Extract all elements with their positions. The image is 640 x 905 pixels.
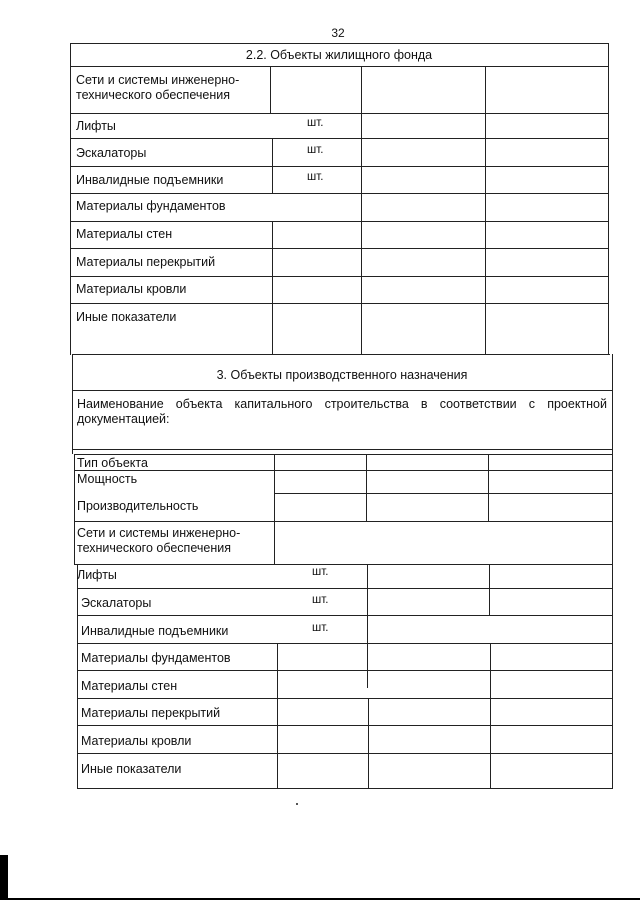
row-separator: [70, 138, 609, 139]
column-separator: [485, 66, 486, 354]
column-separator: [272, 138, 273, 193]
table-border-right: [608, 43, 609, 355]
row-label: Материалы фундаментов: [81, 651, 231, 665]
row-separator: [70, 193, 609, 194]
unit-label: шт.: [307, 171, 324, 183]
row-separator: [74, 470, 612, 471]
column-separator: [489, 564, 490, 615]
row-separator: [77, 698, 612, 699]
section-2-2-bottom-border: [72, 354, 610, 355]
row-separator: [77, 588, 612, 589]
scan-speck: [296, 803, 298, 805]
column-separator: [367, 564, 368, 688]
section-3-title: 3. Объекты производственного назначения: [216, 368, 468, 382]
row-label: Сети и системы инженерно-технического обеспечения: [76, 73, 240, 102]
scan-edge-line: [8, 898, 640, 900]
column-separator: [490, 643, 491, 788]
row-separator: [74, 454, 612, 455]
row-label: Производительность: [77, 499, 199, 513]
column-separator: [270, 66, 271, 113]
row-label: Материалы перекрытий: [81, 706, 221, 720]
row-label: Тип объекта: [77, 456, 148, 470]
row-label: Сети и системы инженерно-технического обеспечения: [77, 526, 241, 555]
row-separator: [70, 66, 609, 67]
row-label: Инвалидные подъемники: [81, 624, 229, 638]
row-label: Мощность: [77, 472, 138, 486]
column-separator: [368, 698, 369, 788]
column-separator: [277, 643, 278, 788]
unit-label: шт.: [312, 622, 329, 634]
column-separator: [366, 454, 367, 521]
object-name-label: Наименование объекта капитального строительства в соответствии с проектной документацией:: [77, 397, 607, 426]
row-label: Лифты: [76, 119, 116, 133]
unit-label: шт.: [307, 117, 324, 129]
row-label: Материалы стен: [81, 679, 178, 693]
row-label: Материалы перекрытий: [76, 255, 216, 269]
unit-label: шт.: [307, 144, 324, 156]
row-separator: [70, 248, 609, 249]
table-border-top: [70, 43, 609, 44]
row-label: Материалы фундаментов: [76, 199, 226, 213]
table-border-right: [612, 354, 613, 454]
row-separator: [72, 390, 612, 391]
row-separator: [74, 564, 612, 565]
section-2-2-title: 2.2. Объекты жилищного фонда: [245, 48, 433, 62]
row-separator: [70, 166, 609, 167]
row-label: Материалы стен: [76, 227, 173, 241]
row-separator: [77, 725, 612, 726]
row-separator: [70, 276, 609, 277]
unit-label: шт.: [312, 566, 329, 578]
row-separator: [72, 449, 612, 450]
row-label: Иные показатели: [76, 310, 177, 324]
row-separator: [70, 113, 609, 114]
row-label: Эскалаторы: [76, 146, 147, 160]
row-separator: [274, 493, 612, 494]
table-border-bottom: [77, 788, 613, 789]
row-label: Эскалаторы: [81, 596, 152, 610]
row-separator: [77, 643, 612, 644]
page-number: 32: [331, 26, 345, 40]
row-label: Инвалидные подъемники: [76, 173, 224, 187]
row-separator: [77, 615, 612, 616]
scan-edge: [0, 855, 640, 905]
row-separator: [70, 303, 609, 304]
column-separator: [488, 454, 489, 521]
row-separator: [77, 753, 612, 754]
row-label: Материалы кровли: [81, 734, 192, 748]
row-label: Иные показатели: [81, 762, 182, 776]
column-separator: [361, 66, 362, 354]
unit-label: шт.: [312, 594, 329, 606]
row-separator: [74, 521, 612, 522]
row-separator: [77, 670, 612, 671]
scan-edge-mark: [0, 855, 8, 900]
column-separator: [272, 221, 273, 354]
row-label: Лифты: [77, 568, 117, 582]
row-label: Материалы кровли: [76, 282, 187, 296]
table-border-left: [77, 564, 78, 789]
column-separator: [274, 454, 275, 564]
row-separator: [70, 221, 609, 222]
table-border-left: [70, 43, 71, 355]
table-border-right: [612, 454, 613, 788]
